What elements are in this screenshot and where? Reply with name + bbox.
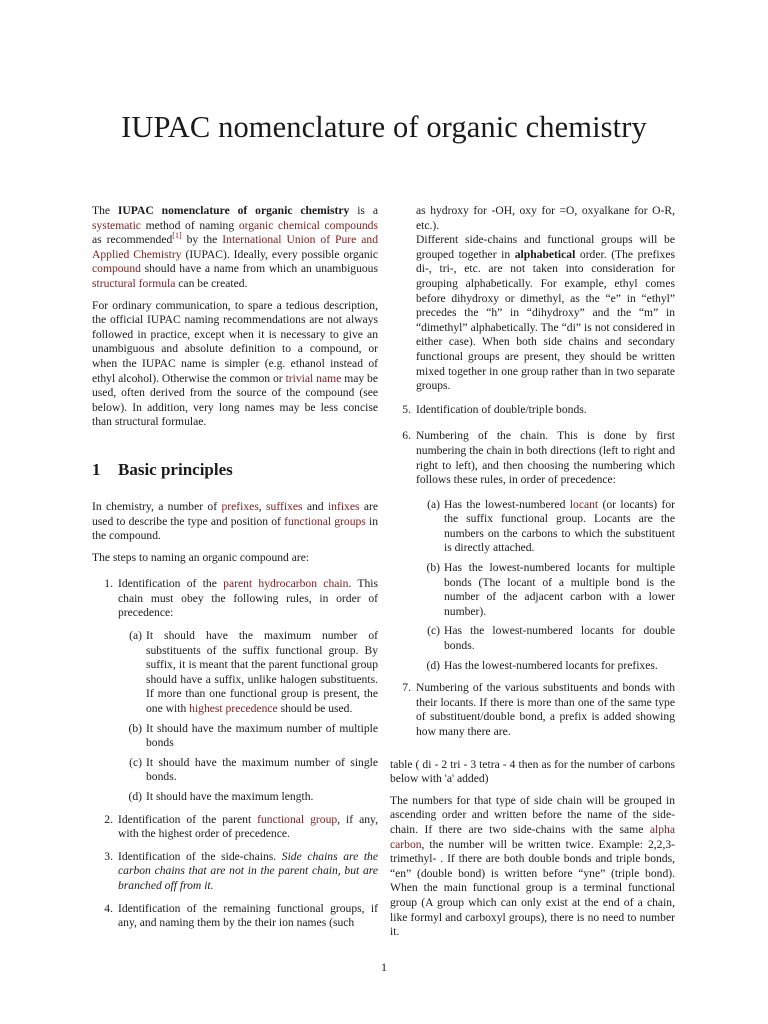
sub-list-item: (a) Has the lowest-numbered locant (or locants) for the suffix functional group. Locants are the numbers on the carbons to which the substituent is directly attached.: [427, 497, 675, 555]
link-compound[interactable]: compound: [92, 262, 141, 276]
link-prefixes[interactable]: prefixes: [221, 499, 259, 513]
intro-paragraph-2: For ordinary communication, to spare a tedious description, the official IUPAC naming recommendations are not always followed in practice, except when it is necessary to give an unambiguous and absolute definition to a compound, or when the IUPAC name is simpler (e.g. ethanol instead of ethyl alcohol). Otherwise the common or trivial name may be used, often derived from the source of the compound (see below). In addition, very long names may be less concise than structural formulae.: [92, 298, 379, 429]
link-functional-groups[interactable]: functional groups: [284, 514, 366, 528]
page-number: 1: [381, 960, 387, 974]
steps-list: [92, 577, 378, 930]
link-alpha-carbon[interactable]: alpha carbon: [390, 822, 675, 851]
sub-list-item: (d) Has the lowest-numbered locants for prefixes.: [426, 658, 658, 672]
link-functional-group[interactable]: functional group: [257, 812, 338, 826]
list-item-continuation: as hydroxy for -OH, oxy for =O, oxyalkane for O-R, etc.). Different side-chains and functional groups will be grouped together in alphabetical order. (The prefixes di-, tri-, etc. are not taken into consideration for grouping alphabetically. For example, ethyl comes before dihydroxy or dimethyl, as the “e” in “ethyl” precedes the “h” in “dihydroxy” and the “m” in “dimethyl” alphabetically. The “di” is not considered in either case). When both side chains and secondary functional groups are present, they should be written mixed together in one group rather than in two separate groups.: [416, 204, 675, 393]
sub-list-item: (d) It should have the maximum length.: [128, 790, 314, 803]
list-item: 3. Identification of the side-chains. Side chains are the carbon chains that are not in the parent chain, but are branched off from it.: [104, 849, 379, 892]
page-title: IUPAC nomenclature of organic chemistry: [121, 110, 647, 144]
sub-list-item: (b) Has the lowest-numbered locants for multiple bonds (The locant of a multiple bond is the number of the adjacent carbon with a lower number).: [426, 561, 675, 618]
sub-list: [416, 498, 675, 674]
link-systematic[interactable]: systematic: [92, 218, 141, 232]
sub-list-item: (b) It should have the maximum number of multiple bonds: [128, 721, 378, 750]
section-number: 1: [92, 459, 101, 479]
section-title: Basic principles: [118, 459, 233, 479]
link-parent-hydrocarbon-chain[interactable]: parent hydrocarbon chain: [223, 577, 349, 591]
link-infixes[interactable]: infixes: [327, 499, 360, 513]
list-item: 1. Identification of the parent hydrocarbon chain. This chain must obey the following rules, in order of precedence: (a) It should have the maximum number of substituents of the suffix functional group. By suffix, it is meant that the parent functional group should have a suffix, unlike halogen substituents. If more than one functional group is present, the one with highest precedence should be used. (b) It should have the maximum number of multiple bonds (c) It should have the maximum number of single bonds. (d) It should have the maximum length.: [104, 577, 378, 803]
steps-list-continued: [390, 403, 675, 740]
list-item: 5. Identification of double/triple bonds.: [402, 402, 587, 416]
link-locant[interactable]: locant: [569, 497, 599, 511]
citation-1[interactable]: [1]: [172, 231, 182, 241]
link-suffixes[interactable]: suffixes: [266, 499, 303, 513]
link-organic-chemical-compounds[interactable]: organic chemical compounds: [238, 218, 378, 232]
link-highest-precedence[interactable]: highest precedence: [189, 702, 278, 716]
link-trivial-name[interactable]: trivial name: [285, 371, 342, 385]
link-structural-formula[interactable]: structural formula: [92, 276, 176, 290]
list-item: 7. Numbering of the various substituents and bonds with their locants. If there is more than one of the same type of substituent/double bond, a prefix is added showing how many there are.: [402, 681, 675, 738]
sub-list-item: (c) It should have the maximum number of single bonds.: [129, 755, 378, 784]
list-item: 2. Identification of the parent functional group, if any, with the highest order of precedence.: [104, 812, 378, 841]
right-column: [390, 204, 675, 947]
intro-paragraph-1: The IUPAC nomenclature of organic chemistry is a systematic method of naming organic chemical compounds as recommended[1] by the International Union of Pure and Applied Chemistry (IUPAC). Ideally, every possible organic compound should have a name from which an unambiguous structural formula can be created.: [92, 204, 378, 290]
sub-list-item: (a) It should have the maximum number of substituents of the suffix functional group. By suffix, it is meant that the parent functional group should have a suffix, unlike halogen substituents. If more than one functional group is present, the one with highest precedence should be used.: [129, 629, 378, 716]
section-paragraph-2: The steps to naming an organic compound are:: [92, 550, 310, 564]
sub-list-item: (c) Has the lowest-numbered locants for double bonds.: [427, 624, 675, 653]
table-note: table ( di - 2 tri - 3 tetra - 4 then as for the number of carbons below with 'a' added): [390, 757, 675, 786]
link-iupac[interactable]: International Union of Pure and Applied Chemistry: [92, 233, 378, 261]
section-heading: [92, 460, 378, 480]
final-paragraph: The numbers for that type of side chain will be grouped in ascending order and written before the name of the side-chain. If there are two side-chains with the same alpha carbon, the number will be written twice. Example: 2,2,3-trimethyl- . If there are both double bonds and triple bonds, “en” (double bond) is written before “yne” (triple bond). When the main functional group is a terminal functional group (A group which can only exist at the end of a chain, like formyl and carboxyl groups), there is no need to number it.: [390, 793, 675, 939]
left-column: [92, 204, 378, 939]
list-item: 6. Numbering of the chain. This is done by first numbering the chain in both directions (left to right and right to left), and then choosing the numbering which follows these rules, in order of precedence: (a) Has the lowest-numbered locant (or locants) for the suffix functional group. Locants are the numbers on the carbons to which the substituent is directly attached. (b) Has the lowest-numbered locants for multiple bonds (The locant of a multiple bond is the number of the adjacent carbon with a lower number). (c) Has the lowest-numbered locants for double bonds. (d) Has the lowest-numbered locants for prefixes.: [402, 429, 675, 672]
sub-list: [118, 629, 378, 805]
list-item: 4. Identification of the remaining functional groups, if any, and naming them by the their ion names (such: [104, 901, 378, 930]
section-paragraph-1: In chemistry, a number of prefixes, suffixes and infixes are used to describe the type and position of functional groups in the compound.: [92, 499, 379, 543]
